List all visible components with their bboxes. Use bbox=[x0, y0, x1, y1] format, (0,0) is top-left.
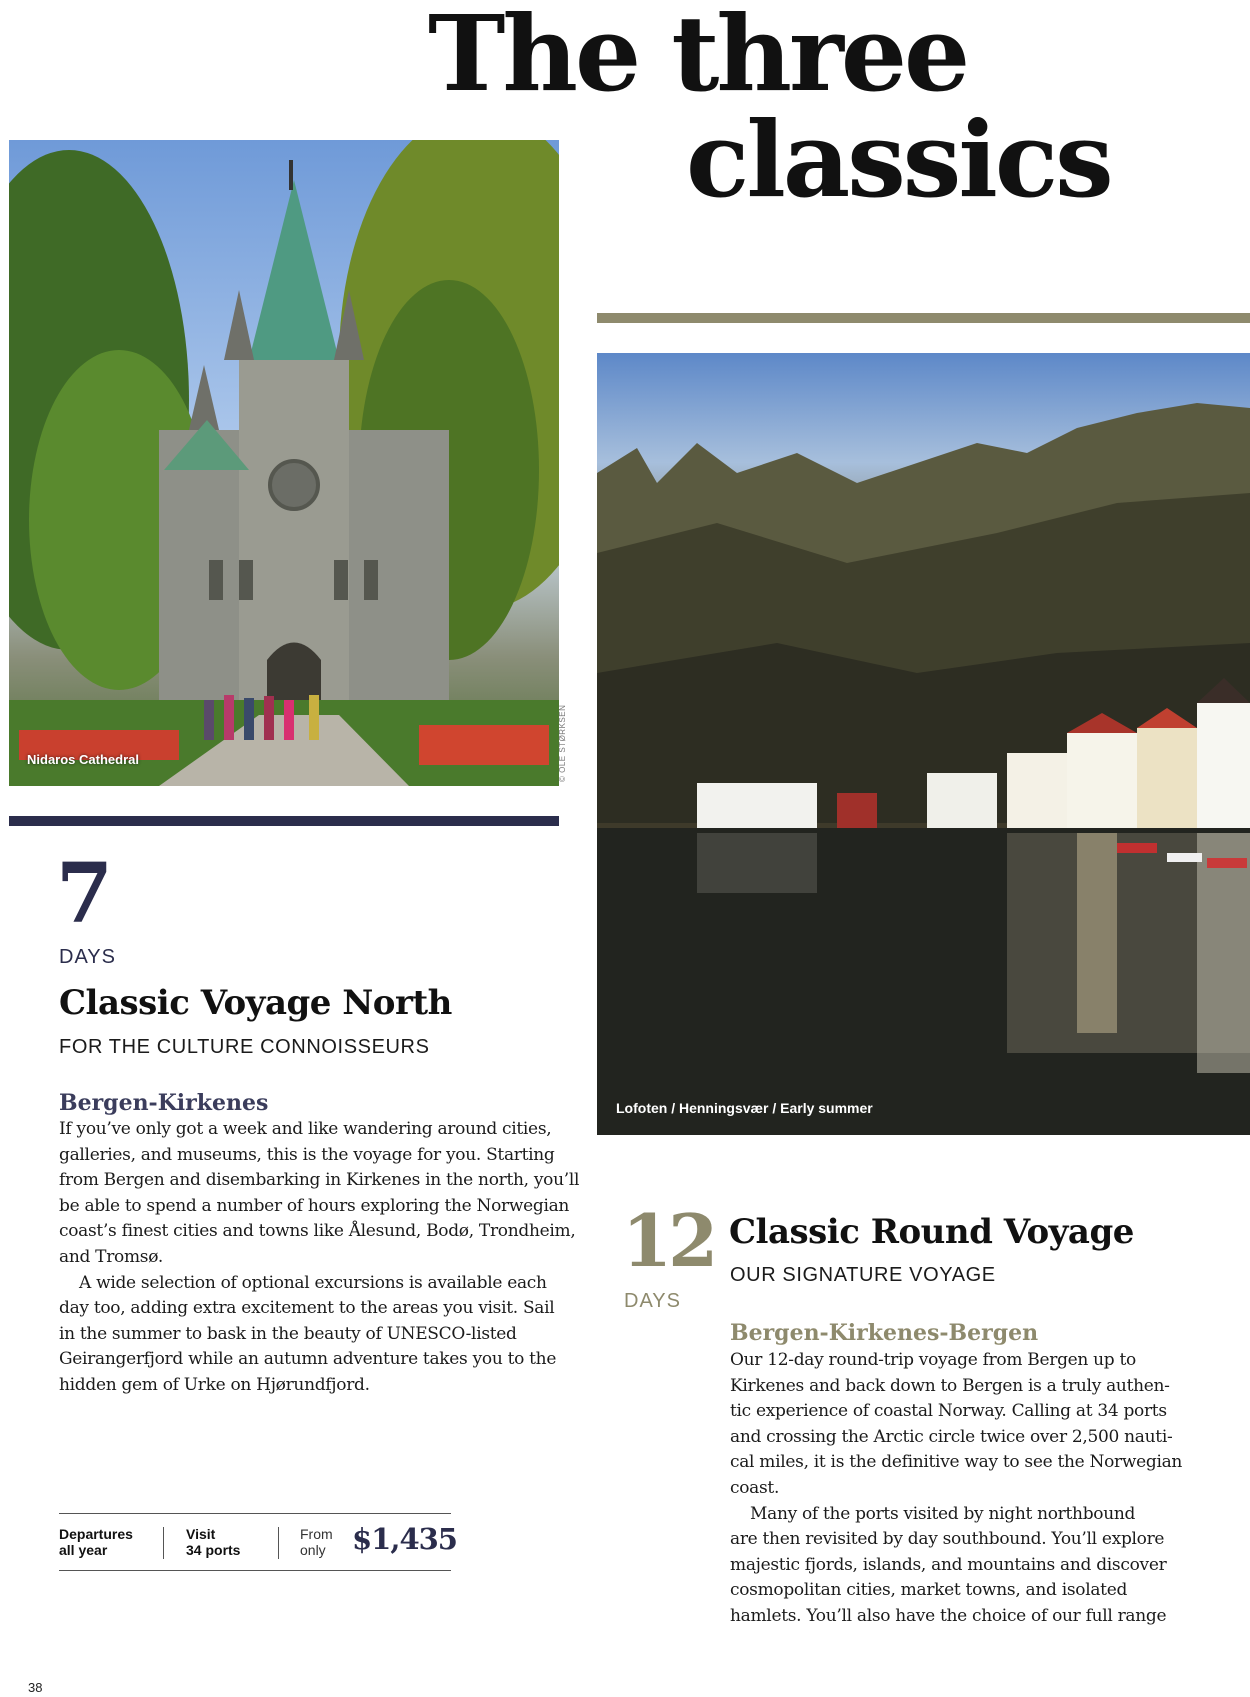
olive-divider bbox=[597, 313, 1250, 323]
body-line: majestic fjords, islands, and mountains and discover bbox=[730, 1554, 1167, 1575]
voyage-north-days-label: DAYS bbox=[59, 946, 116, 968]
info-divider bbox=[163, 1527, 164, 1559]
body-line: coast. bbox=[730, 1477, 780, 1498]
body-line: and crossing the Arctic circle twice over 2,500 nauti- bbox=[730, 1426, 1173, 1447]
body-line: A wide selection of optional excursions is available each bbox=[79, 1272, 547, 1293]
photo-caption-cathedral: Nidaros Cathedral bbox=[27, 752, 139, 767]
body-line: in the summer to bask in the beauty of UNESCO-listed bbox=[59, 1323, 517, 1344]
voyage-north-days-number: 7 bbox=[56, 846, 112, 942]
nidaros-cathedral-photo bbox=[9, 140, 559, 786]
price: $1,435 bbox=[352, 1522, 457, 1556]
photo-caption-lofoten: Lofoten / Henningsvær / Early summer bbox=[616, 1100, 873, 1116]
voyage-north-info-bar bbox=[59, 1513, 457, 1571]
navy-divider bbox=[9, 816, 559, 826]
body-line: day too, adding extra excitement to the areas you visit. Sail bbox=[59, 1298, 555, 1319]
body-line: are then revisited by day southbound. You’ll explore bbox=[730, 1529, 1165, 1550]
body-line: hamlets. You’ll also have the choice of our full range bbox=[730, 1605, 1167, 1626]
body-line: Kirkenes and back down to Bergen is a truly authen- bbox=[730, 1375, 1170, 1396]
voyage-north-route: Bergen-Kirkenes bbox=[59, 1090, 269, 1116]
voyage-round-days-number: 12 bbox=[622, 1198, 715, 1283]
body-line: galleries, and museums, this is the voyage for you. Starting bbox=[59, 1144, 555, 1165]
from-line1: From bbox=[300, 1526, 333, 1542]
voyage-north-description bbox=[59, 1117, 580, 1399]
departures-line1: Departures bbox=[59, 1526, 133, 1542]
info-divider bbox=[278, 1527, 279, 1559]
info-visit bbox=[186, 1526, 240, 1558]
voyage-round-days-label: DAYS bbox=[624, 1290, 681, 1312]
body-line: be able to spend a number of hours exploring the Norwegian bbox=[59, 1195, 570, 1216]
info-from bbox=[300, 1526, 333, 1558]
page-title-line1: The three bbox=[428, 0, 968, 115]
voyage-round-title: Classic Round Voyage bbox=[729, 1212, 1134, 1252]
body-line: Many of the ports visited by night northbound bbox=[750, 1503, 1136, 1524]
visit-line1: Visit bbox=[186, 1526, 216, 1542]
voyage-round-route: Bergen-Kirkenes-Bergen bbox=[730, 1320, 1039, 1346]
body-line: tic experience of coastal Norway. Calling at 34 ports bbox=[730, 1401, 1167, 1422]
voyage-round-subtitle: OUR SIGNATURE VOYAGE bbox=[730, 1264, 996, 1286]
from-line2: only bbox=[300, 1542, 326, 1558]
page-number: 38 bbox=[28, 1680, 43, 1695]
visit-line2: 34 ports bbox=[186, 1542, 241, 1558]
lofoten-henningsvaer-photo bbox=[597, 353, 1250, 1135]
departures-line2: all year bbox=[59, 1542, 108, 1558]
body-line: from Bergen and disembarking in Kirkenes in the north, you’ll bbox=[59, 1170, 580, 1191]
body-line: hidden gem of Urke on Hjørundfjord. bbox=[59, 1374, 370, 1395]
page-title-line2: classics bbox=[686, 98, 1111, 221]
body-line: Geirangerfjord while an autumn adventure takes you to the bbox=[59, 1349, 557, 1370]
body-line: cosmopolitan cities, market towns, and isolated bbox=[730, 1580, 1128, 1601]
voyage-north-subtitle: FOR THE CULTURE CONNOISSEURS bbox=[59, 1036, 430, 1058]
voyage-north-title: Classic Voyage North bbox=[59, 983, 452, 1023]
body-line: cal miles, it is the definitive way to see the Norwegian bbox=[730, 1452, 1183, 1473]
body-line: Our 12-day round-trip voyage from Bergen up to bbox=[730, 1350, 1136, 1370]
voyage-round-description bbox=[730, 1348, 1235, 1630]
body-line: If you’ve only got a week and like wandering around cities, bbox=[59, 1119, 552, 1139]
body-line: and Tromsø. bbox=[59, 1246, 163, 1267]
info-departures bbox=[59, 1526, 133, 1558]
body-line: coast’s finest cities and towns like Ålesund, Bodø, Trondheim, bbox=[59, 1221, 576, 1242]
photo-credit: © OLE STØRKSEN bbox=[558, 704, 567, 782]
